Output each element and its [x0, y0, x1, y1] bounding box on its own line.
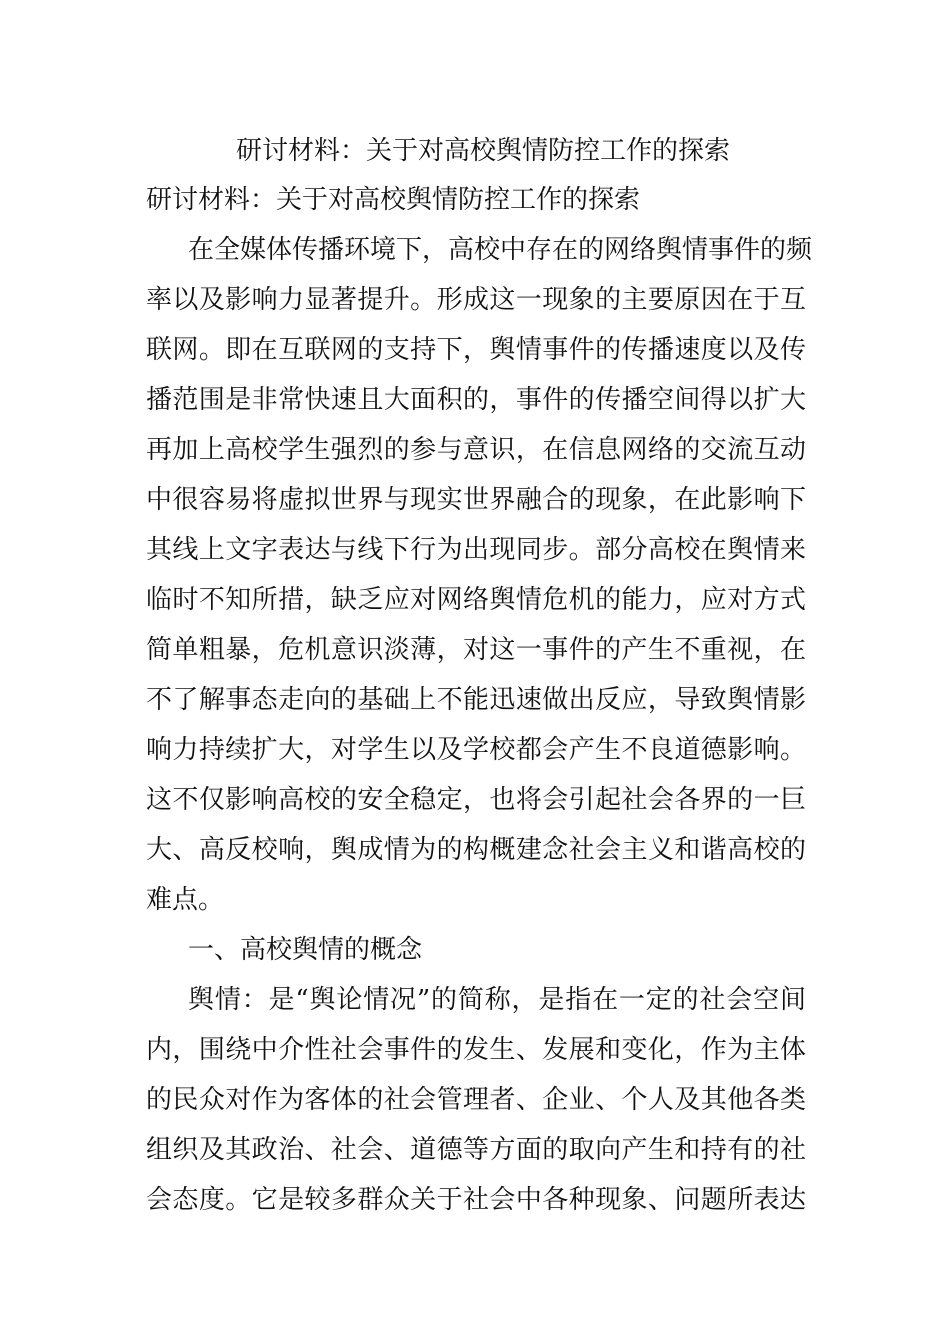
- paragraph-line: 简单粗暴，危机意识淡薄，对这一事件的产生不重视，在: [146, 635, 806, 665]
- paragraph-line: 会态度。它是较多群众关于社会中各种现象、问题所表达: [146, 1185, 806, 1215]
- paragraph-line: 播范围是非常快速且大面积的，事件的传播空间得以扩大: [146, 385, 806, 415]
- paragraph-line: 内，围绕中介性社会事件的发生、发展和变化，作为主体: [146, 1035, 806, 1065]
- paragraph-line: 不了解事态走向的基础上不能迅速做出反应，导致舆情影: [146, 685, 806, 715]
- paragraph-line: 率以及影响力显著提升。形成这一现象的主要原因在于互: [146, 285, 806, 315]
- paragraph-line: 联网。即在互联网的支持下，舆情事件的传播速度以及传: [146, 335, 806, 365]
- paragraph-line: 的民众对作为客体的社会管理者、企业、个人及其他各类: [146, 1085, 806, 1115]
- paragraph-line: 中很容易将虚拟世界与现实世界融合的现象，在此影响下: [146, 485, 806, 515]
- paragraph-line: 其线上文字表达与线下行为出现同步。部分高校在舆情来: [146, 535, 806, 565]
- paragraph-line: 在全媒体传播环境下，高校中存在的网络舆情事件的频: [188, 235, 813, 265]
- paragraph-line: 响力持续扩大，对学生以及学校都会产生不良道德影响。: [146, 735, 806, 765]
- document-subtitle: 研讨材料：关于对高校舆情防控工作的探索: [146, 185, 641, 215]
- paragraph-line: 大、高反校响，舆成情为的构概建念社会主义和谐高校的: [146, 835, 806, 865]
- section-heading: 一、高校舆情的概念: [188, 935, 423, 965]
- paragraph-line: 再加上高校学生强烈的参与意识，在信息网络的交流互动: [146, 435, 806, 465]
- paragraph-line: 舆情：是“舆论情况”的简称，是指在一定的社会空间: [188, 985, 806, 1015]
- document-title: 研讨材料：关于对高校舆情防控工作的探索: [236, 136, 731, 166]
- paragraph-line: 临时不知所措，缺乏应对网络舆情危机的能力，应对方式: [146, 585, 806, 615]
- paragraph-line: 难点。: [146, 885, 225, 915]
- paragraph-line: 这不仅影响高校的安全稳定，也将会引起社会各界的一巨: [146, 785, 806, 815]
- paragraph-line: 组织及其政治、社会、道德等方面的取向产生和持有的社: [146, 1135, 806, 1165]
